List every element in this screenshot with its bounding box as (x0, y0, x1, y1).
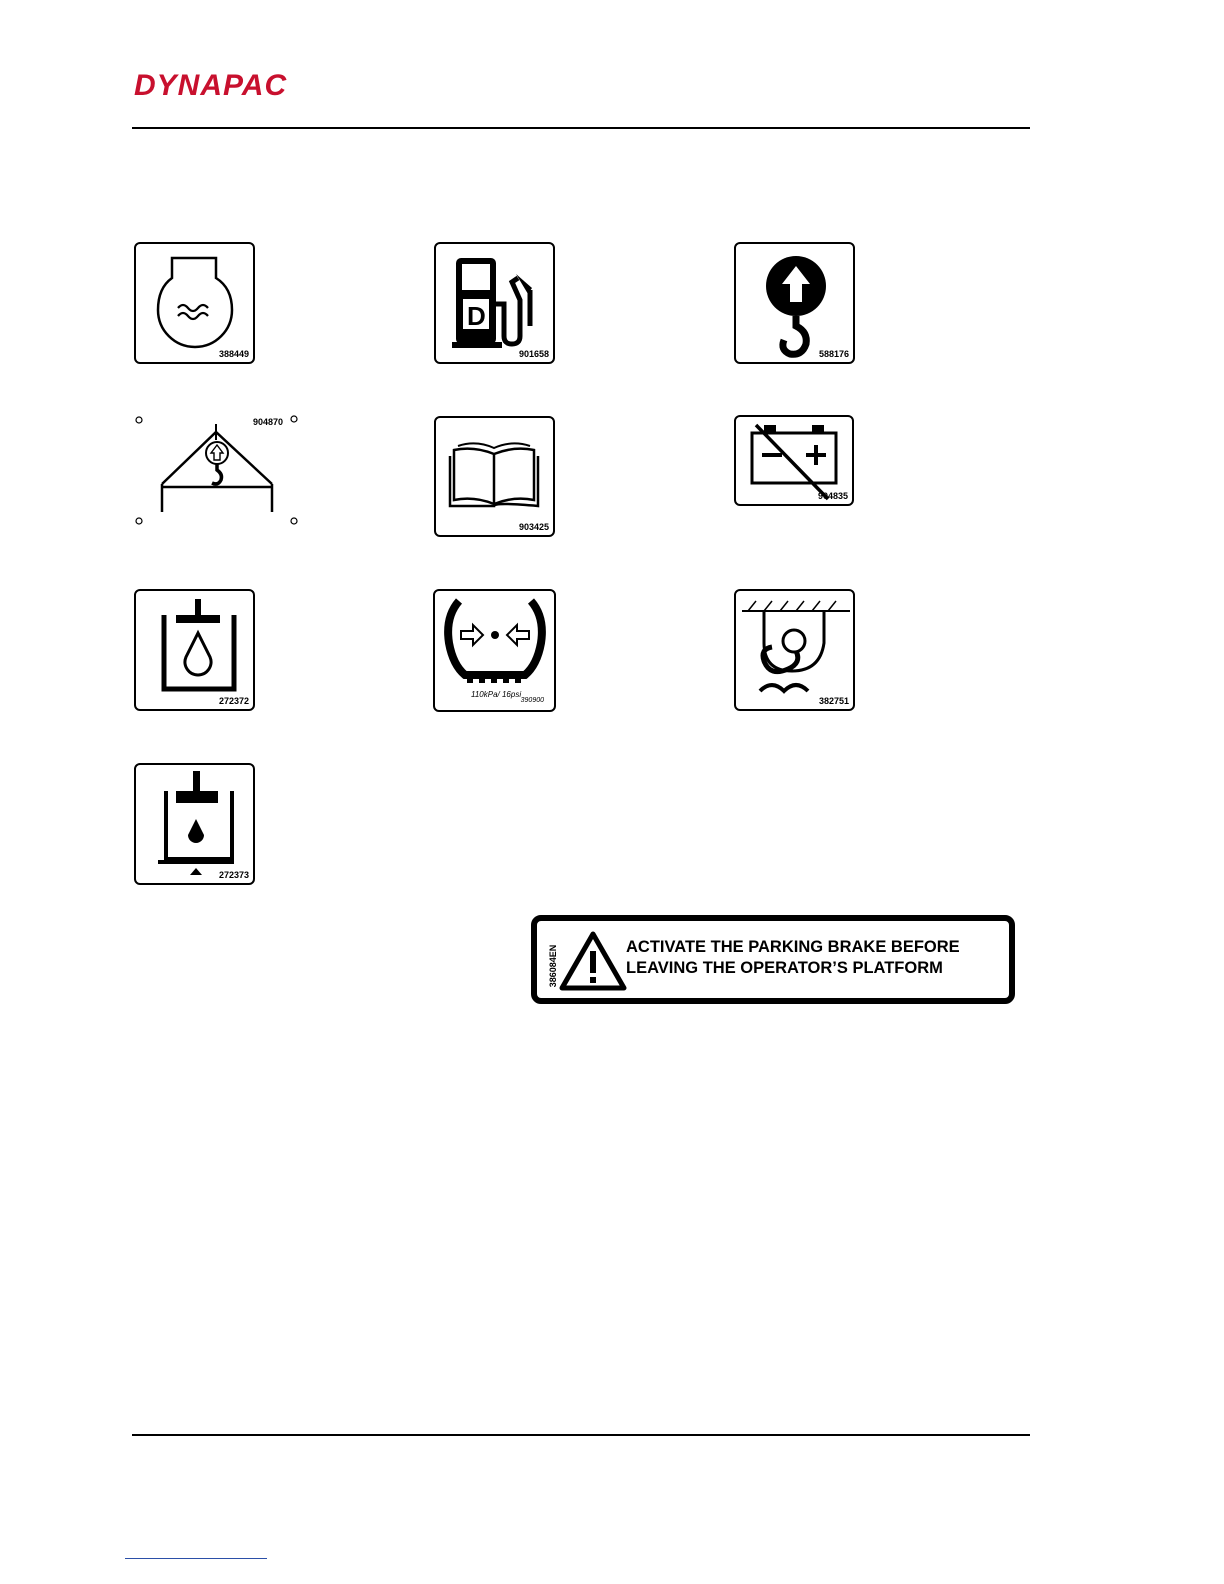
brand-name: DYNAPAC (134, 69, 288, 102)
engine-coolant-icon (136, 244, 253, 362)
warning-line-2: LEAVING THE OPERATOR’S PLATFORM (626, 959, 943, 977)
tie-down-hook-icon (736, 591, 853, 709)
decal-code: 904870 (253, 417, 284, 427)
lifting-plate-icon (134, 414, 304, 526)
hydraulic-drain-decal (134, 763, 255, 885)
parking-brake-warning (531, 915, 1015, 1004)
hydraulic-fluid-icon (136, 591, 253, 709)
footer-link-underline[interactable] (125, 1558, 267, 1559)
warning-triangle-icon (559, 931, 627, 991)
hydraulic-fluid-decal (134, 589, 255, 711)
dynapac-logo (133, 68, 348, 102)
hydraulic-drain-icon (136, 765, 253, 883)
diesel-fuel-decal (434, 242, 555, 364)
manual-decal (434, 416, 555, 537)
warning-code: 386084EN (548, 944, 558, 988)
footer-rule (132, 1434, 1030, 1436)
battery-disconnect-decal (734, 415, 854, 506)
decal-code: 901658 (518, 349, 549, 359)
tie-down-decal (734, 589, 855, 711)
lifting-plate-decal (134, 414, 304, 526)
coolant-decal (134, 242, 255, 364)
warning-line-1: ACTIVATE THE PARKING BRAKE BEFORE (626, 938, 960, 956)
diesel-pump-icon (436, 244, 553, 362)
decal-code: 388449 (218, 349, 249, 359)
decal-code: 904835 (817, 491, 848, 501)
decal-code: 588176 (818, 349, 849, 359)
warning-text (626, 937, 960, 979)
lifting-point-decal (734, 242, 855, 364)
svg-text:D: D (467, 301, 486, 331)
lift-hook-icon (736, 244, 853, 362)
tyre-pressure-decal (433, 589, 556, 712)
decal-code: 390900 (520, 697, 544, 704)
instruction-manual-icon (436, 418, 553, 535)
decal-code: 903425 (518, 522, 549, 532)
pressure-subtext: 110kPa/ 16psi (471, 690, 522, 699)
decal-code: 382751 (818, 696, 849, 706)
header-rule (132, 127, 1030, 129)
decal-code: 272372 (218, 696, 249, 706)
decal-code: 272373 (218, 870, 249, 880)
